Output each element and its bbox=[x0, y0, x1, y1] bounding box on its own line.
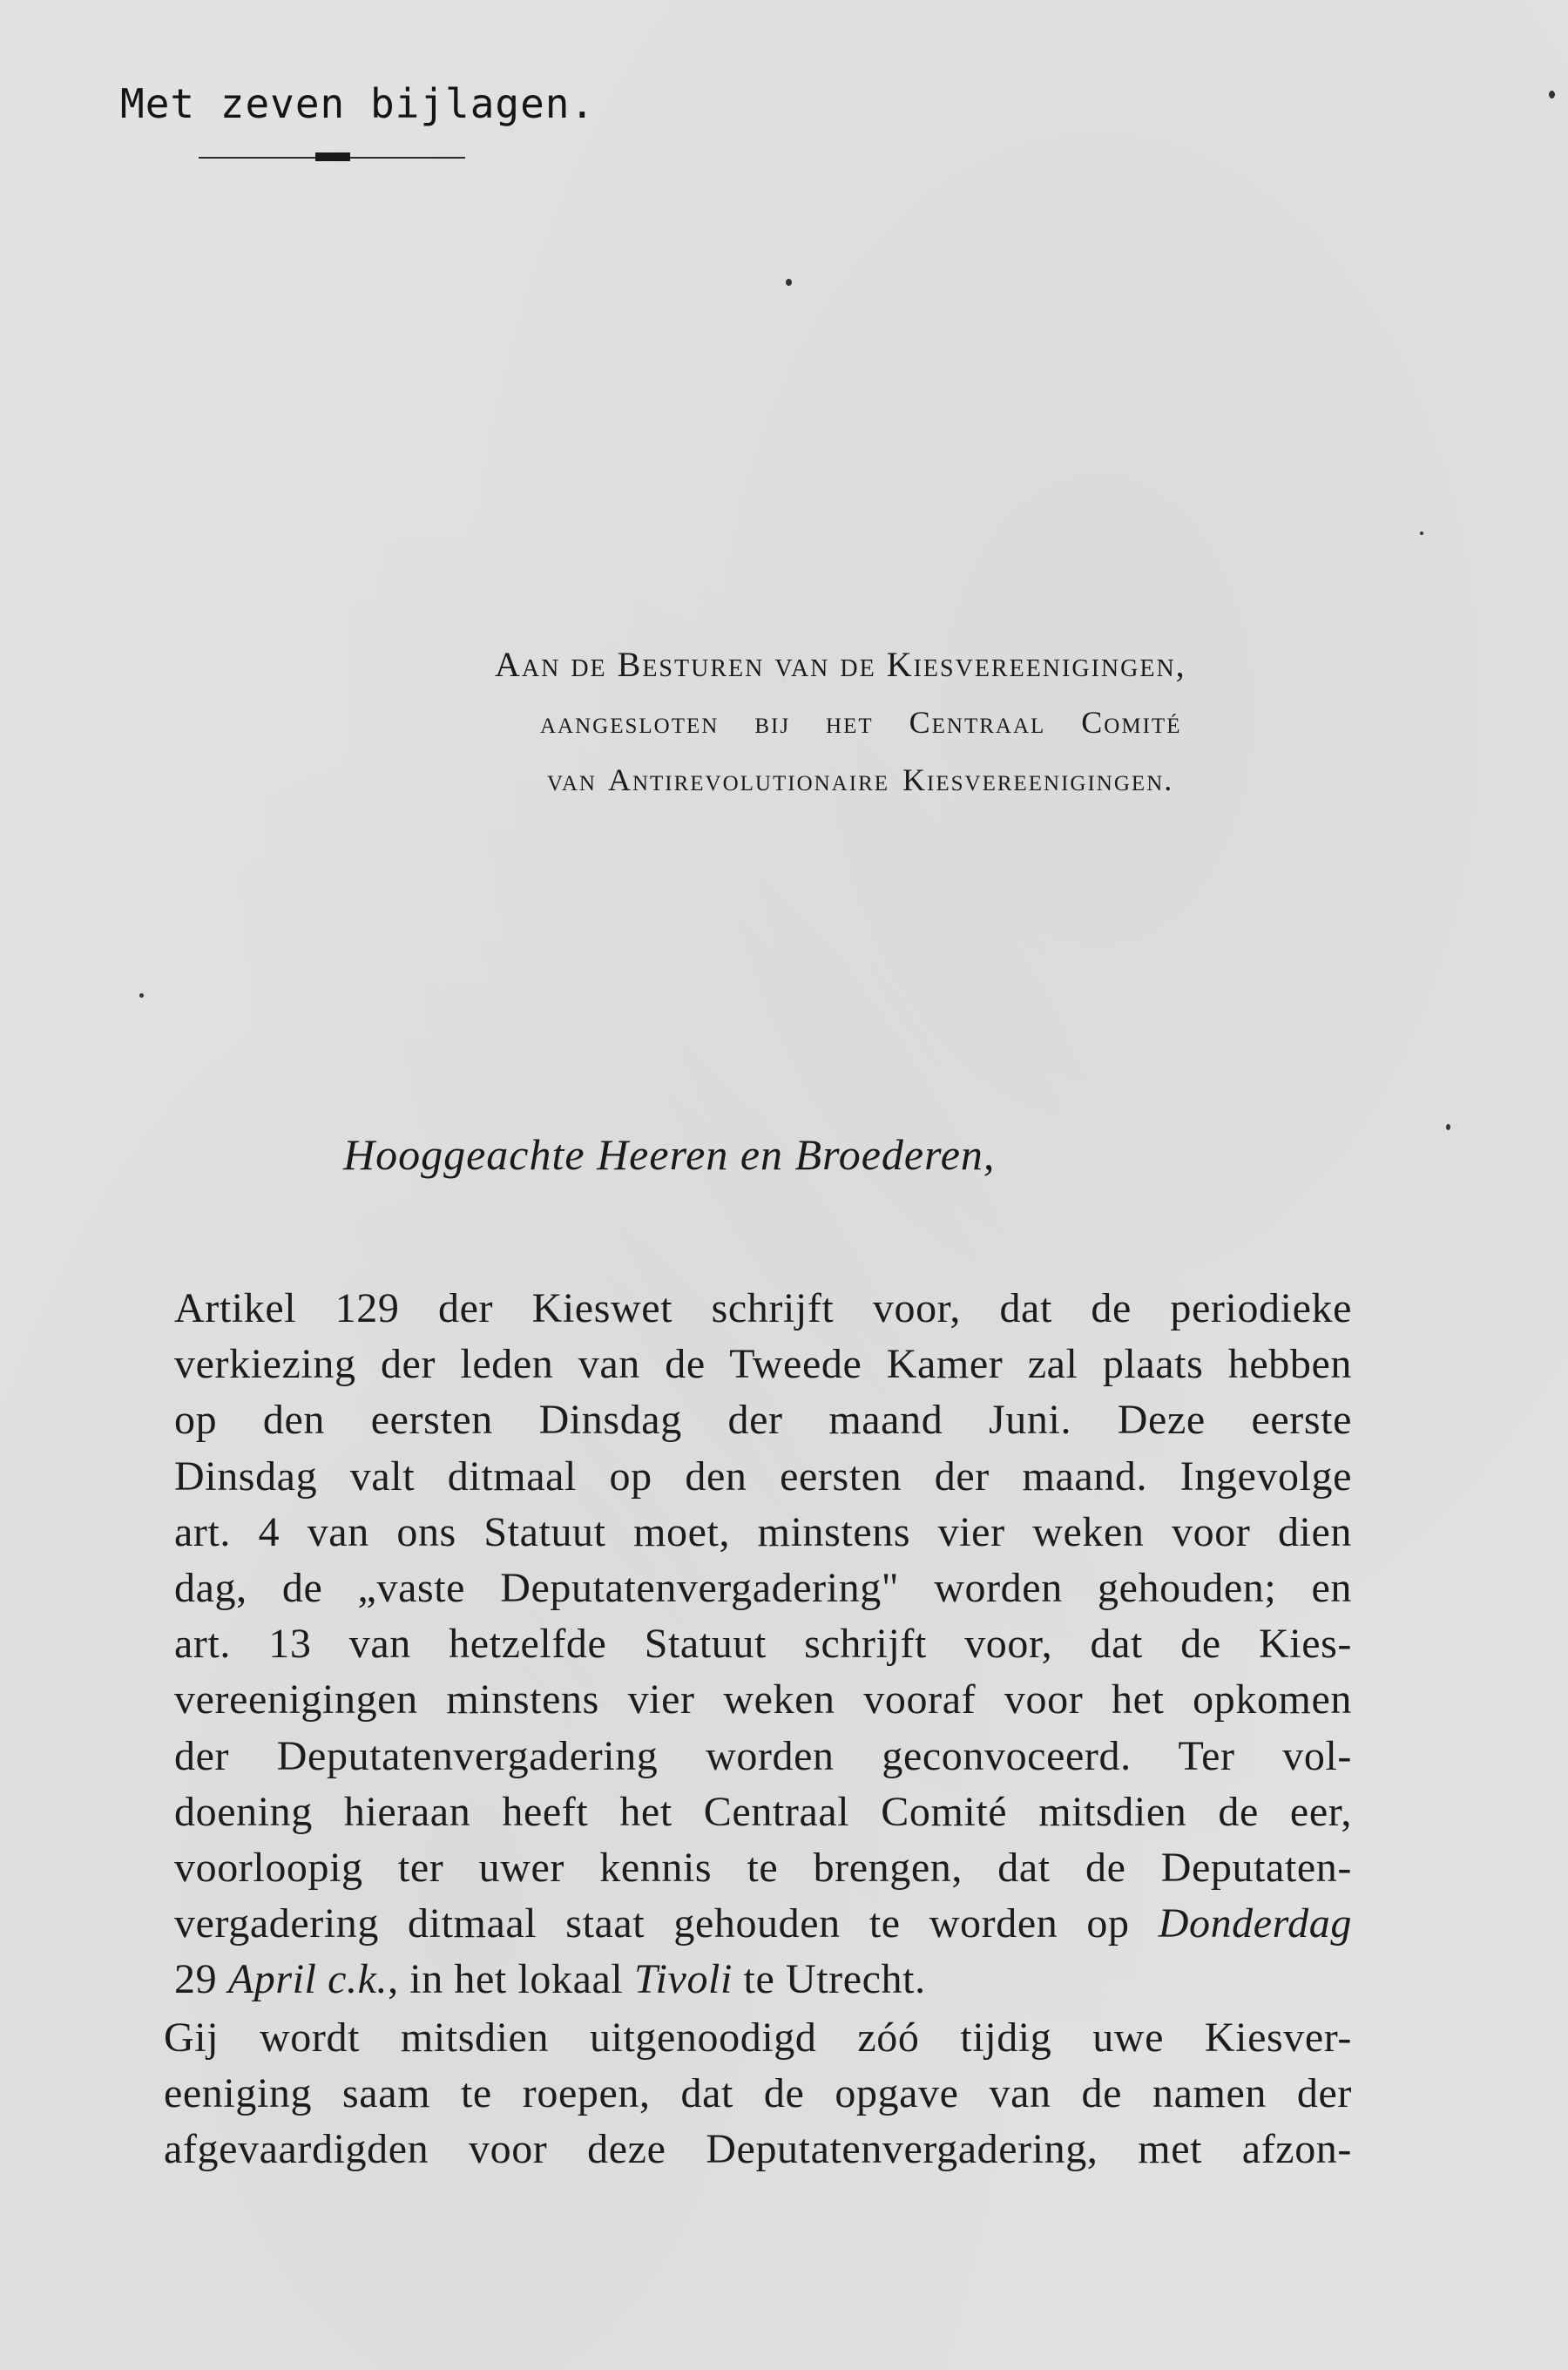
text-line: eeniging saam te roepen, dat de opgave van de namen der bbox=[164, 2069, 1352, 2116]
paragraph bbox=[115, 2010, 1352, 2178]
text-line bbox=[115, 1952, 1352, 2008]
print-speck bbox=[1446, 1124, 1450, 1130]
text-line: der Deputatenvergadering worden geconvoceerd. Ter vol- bbox=[174, 1732, 1352, 1779]
enclosure-note: Met zeven bijlagen. bbox=[120, 80, 596, 127]
rule-ornament bbox=[315, 152, 350, 161]
address-block bbox=[488, 636, 1368, 809]
text-line: dag, de „vaste Deputatenvergadering" worden gehouden; en bbox=[174, 1565, 1352, 1612]
text-line: verkiezing der leden van de Tweede Kamer zal plaats hebben bbox=[174, 1341, 1352, 1388]
print-speck bbox=[1549, 91, 1555, 98]
letter-body bbox=[115, 1281, 1352, 2177]
text-segment: 29 bbox=[174, 1956, 228, 2003]
print-speck bbox=[139, 993, 144, 998]
address-line: Aan de Besturen van de Kiesvereenigingen, bbox=[495, 645, 1186, 684]
text-line: Dinsdag valt ditmaal op den eersten der maand. Ingevolge bbox=[174, 1452, 1352, 1500]
italic-date: April c.k. bbox=[227, 1956, 389, 2003]
text-line: doening hieraan heeft het Centraal Comité mitsdien de eer, bbox=[174, 1788, 1352, 1835]
text-line: op den eersten Dinsdag der maand Juni. Deze eerste bbox=[174, 1397, 1352, 1444]
text-segment: vergadering ditmaal staat gehouden te worden op bbox=[174, 1900, 1159, 1947]
italic-venue: Tivoli bbox=[633, 1956, 733, 2003]
paragraph bbox=[115, 1281, 1352, 2008]
print-speck bbox=[786, 279, 792, 286]
salutation: Hooggeachte Heeren en Broederen, bbox=[343, 1130, 996, 1179]
text-line: Artikel 129 der Kieswet schrijft voor, dat de periodieke bbox=[174, 1285, 1352, 1331]
text-line: art. 4 van ons Statuut moet, minstens vier weken voor dien bbox=[174, 1508, 1352, 1555]
text-line: Gij wordt mitsdien uitgenoodigd zóó tijdig uwe Kiesver- bbox=[164, 2014, 1352, 2061]
address-line: aangesloten bij het Centraal Comité bbox=[540, 705, 1182, 740]
text-line bbox=[115, 1896, 1352, 1952]
print-speck bbox=[1420, 532, 1423, 535]
text-line: vereenigingen minstens vier weken vooraf voor het opkomen bbox=[174, 1676, 1352, 1723]
italic-date: Donderdag bbox=[1158, 1900, 1352, 1947]
text-line: art. 13 van hetzelfde Statuut schrijft voor, dat de Kies- bbox=[174, 1621, 1352, 1668]
address-line: van Antirevolutionaire Kiesvereenigingen. bbox=[547, 762, 1174, 797]
text-segment: , in het lokaal bbox=[388, 1956, 634, 2003]
text-line: voorloopig ter uwer kennis te brengen, dat de Deputaten- bbox=[174, 1845, 1352, 1892]
text-line: afgevaardigden voor deze Deputatenvergadering, met afzon- bbox=[164, 2126, 1352, 2173]
text-segment: te Utrecht. bbox=[732, 1956, 926, 2003]
